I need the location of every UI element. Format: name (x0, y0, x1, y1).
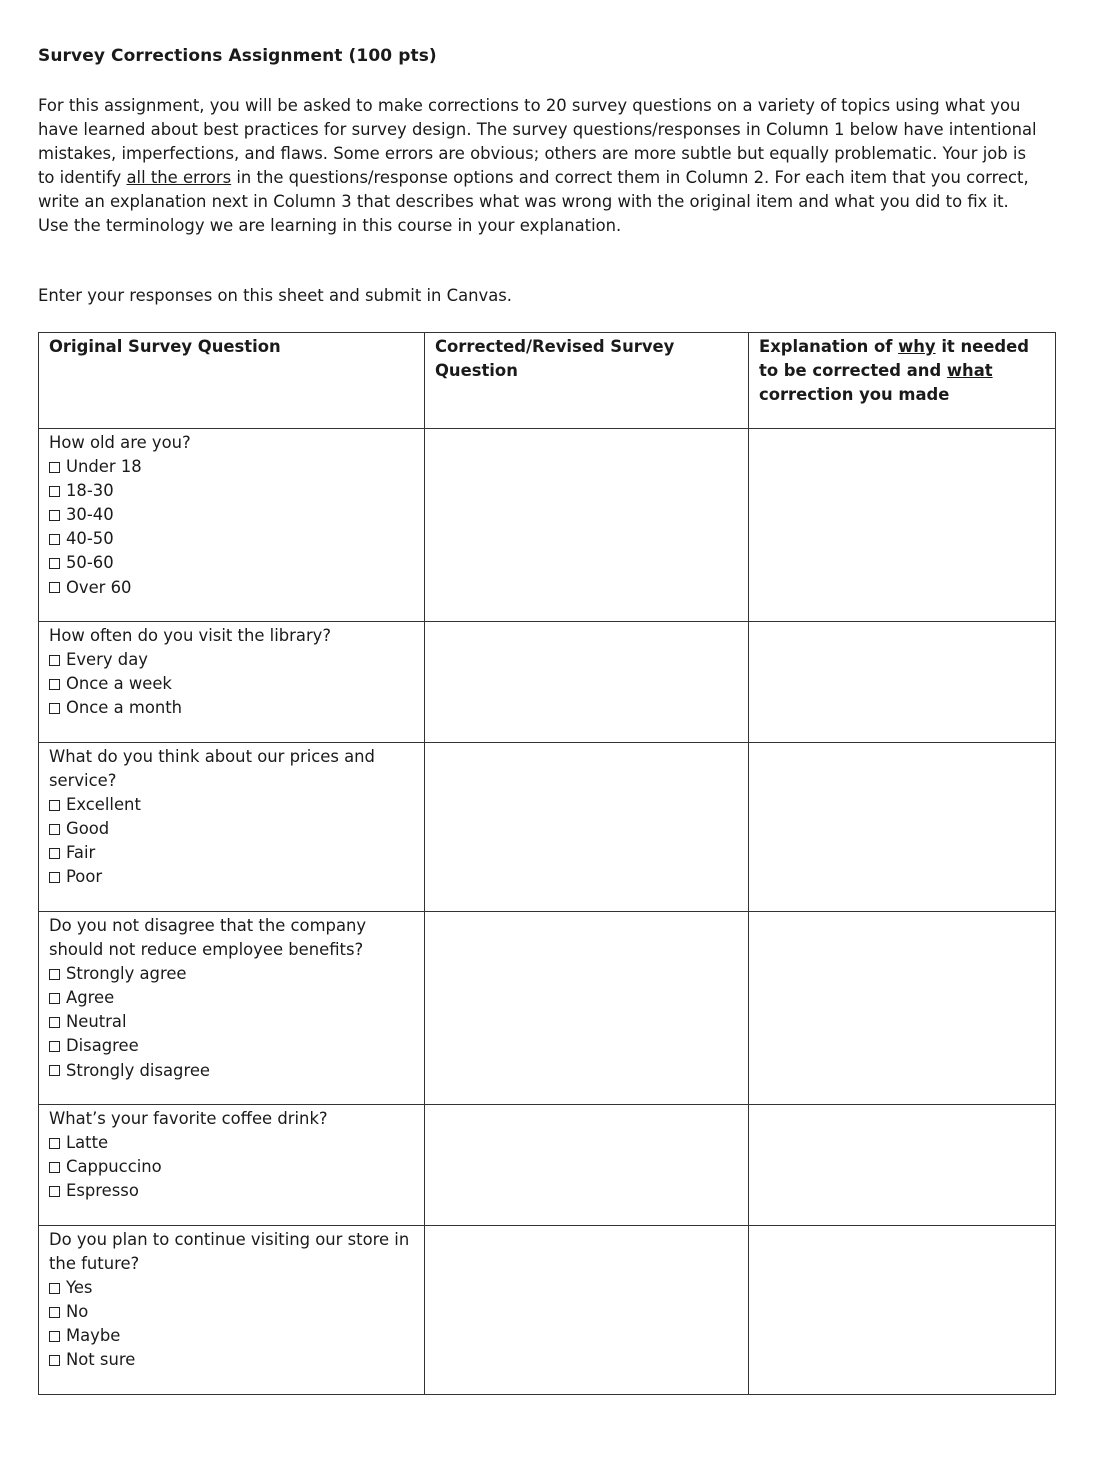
response-option (49, 455, 414, 479)
option-label: Under 18 (66, 457, 142, 477)
response-option (49, 1034, 414, 1058)
option-label: Strongly disagree (66, 1060, 210, 1080)
original-question-cell (39, 622, 425, 743)
checkbox-icon (49, 1041, 60, 1052)
corrected-question-cell[interactable] (425, 622, 749, 743)
checkbox-icon (49, 872, 60, 883)
checkbox-icon (49, 800, 60, 811)
option-label: 50-60 (66, 553, 114, 573)
original-question-cell (39, 1105, 425, 1226)
option-label: Disagree (66, 1036, 139, 1056)
option-label: Once a month (66, 698, 183, 718)
response-option (49, 696, 414, 720)
checkbox-icon (49, 510, 60, 521)
option-label: Yes (66, 1278, 93, 1298)
checkbox-icon (49, 582, 60, 593)
response-option (49, 479, 414, 503)
explanation-cell[interactable] (749, 912, 1056, 1105)
option-label: Every day (66, 650, 148, 670)
corrections-table (38, 332, 1056, 1395)
explanation-cell[interactable] (749, 429, 1056, 622)
response-option (49, 986, 414, 1010)
response-option (49, 527, 414, 551)
explanation-cell[interactable] (749, 1226, 1056, 1395)
header-explanation-part-1: Explanation of (759, 337, 899, 356)
table-row (39, 1105, 1056, 1226)
table-row (39, 743, 1056, 912)
response-option (49, 1300, 414, 1324)
checkbox-icon (49, 534, 60, 545)
response-option (49, 865, 414, 889)
checkbox-icon (49, 558, 60, 569)
intro-underlined-text: all the errors (126, 167, 232, 187)
checkbox-icon (49, 655, 60, 666)
question-text: Do you not disagree that the company should not reduce employee benefits? (49, 916, 367, 960)
question-text: How old are you? (49, 433, 191, 452)
submission-instruction: Enter your responses on this sheet and submit in Canvas. (38, 286, 512, 305)
explanation-cell[interactable] (749, 1105, 1056, 1226)
response-option (49, 793, 414, 817)
checkbox-icon (49, 1065, 60, 1076)
header-explanation-part-3: correction you made (759, 385, 950, 405)
checkbox-icon (49, 993, 60, 1004)
option-label: Strongly agree (66, 964, 187, 984)
table-row (39, 622, 1056, 743)
option-label: Once a week (66, 674, 172, 694)
checkbox-icon (49, 486, 60, 497)
response-option (49, 817, 414, 841)
page-title: Survey Corrections Assignment (100 pts) (38, 46, 437, 66)
checkbox-icon (49, 969, 60, 980)
response-option (49, 551, 414, 575)
original-question-cell (39, 912, 425, 1105)
checkbox-icon (49, 1017, 60, 1028)
checkbox-icon (49, 462, 60, 473)
header-original-question: Original Survey Question (39, 333, 425, 429)
option-label: Cappuccino (66, 1157, 162, 1177)
checkbox-icon (49, 1283, 60, 1294)
explanation-cell[interactable] (749, 622, 1056, 743)
corrected-question-cell[interactable] (425, 1226, 749, 1395)
option-label: Neutral (66, 1012, 127, 1032)
table-row (39, 1226, 1056, 1395)
question-text: What’s your favorite coffee drink? (49, 1109, 328, 1128)
option-label: Maybe (66, 1326, 121, 1346)
corrected-question-cell[interactable] (425, 912, 749, 1105)
question-text: How often do you visit the library? (49, 626, 332, 645)
header-explanation (749, 333, 1056, 429)
checkbox-icon (49, 824, 60, 835)
corrected-question-cell[interactable] (425, 429, 749, 622)
checkbox-icon (49, 1162, 60, 1173)
checkbox-icon (49, 703, 60, 714)
checkbox-icon (49, 1355, 60, 1366)
response-option (49, 672, 414, 696)
option-label: Poor (66, 867, 103, 887)
response-option (49, 1059, 414, 1083)
option-label: Good (66, 819, 110, 839)
response-option (49, 1010, 414, 1034)
question-text: What do you think about our prices and service? (49, 747, 375, 791)
checkbox-icon (49, 1186, 60, 1197)
table-header-row (39, 333, 1056, 429)
response-option (49, 503, 414, 527)
response-option (49, 1131, 414, 1155)
original-question-cell (39, 429, 425, 622)
corrected-question-cell[interactable] (425, 743, 749, 912)
original-question-cell (39, 743, 425, 912)
response-option (49, 962, 414, 986)
option-label: Over 60 (66, 577, 132, 597)
option-label: Not sure (66, 1350, 136, 1370)
option-label: No (66, 1302, 89, 1322)
option-label: Fair (66, 843, 96, 863)
option-label: 18-30 (66, 481, 114, 501)
option-label: Excellent (66, 795, 141, 815)
response-option (49, 1179, 414, 1203)
original-question-cell (39, 1226, 425, 1395)
intro-text-before: For this assignment, you will be asked to make corrections to 20 survey questions on a variety of topics using what you have learned about best practices for survey design. The survey questions/responses in Column 1 below have intentional mistakes, imperfections, and flaws. Some errors are obvious; others are more subtle but equally problematic. Your job is to identify (38, 96, 1037, 187)
checkbox-icon (49, 848, 60, 859)
intro-paragraph (38, 94, 1038, 237)
response-option (49, 1348, 414, 1372)
header-explanation-why: why (898, 337, 936, 356)
header-explanation-what: what (946, 361, 993, 381)
checkbox-icon (49, 1138, 60, 1149)
corrected-question-cell[interactable] (425, 1105, 749, 1226)
response-option (49, 1276, 414, 1300)
table-row (39, 912, 1056, 1105)
explanation-cell[interactable] (749, 743, 1056, 912)
question-text: Do you plan to continue visiting our store in the future? (49, 1230, 410, 1274)
response-option (49, 648, 414, 672)
response-option (49, 1155, 414, 1179)
checkbox-icon (49, 679, 60, 690)
checkbox-icon (49, 1307, 60, 1318)
option-label: 30-40 (66, 505, 114, 525)
header-explanation-part-2: it needed to be corrected and (759, 337, 1029, 381)
option-label: Latte (66, 1133, 109, 1153)
header-corrected-question: Corrected/Revised Survey Question (425, 333, 749, 429)
response-option (49, 576, 414, 600)
response-option (49, 1324, 414, 1348)
option-label: Agree (66, 988, 115, 1008)
table-row (39, 429, 1056, 622)
intro-text-after: in the questions/response options and correct them in Column 2. For each item that you correct, write an explanation next in Column 3 that describes what was wrong with the original item and what you did to fix it. Use the terminology we are learning in this course in your explanation. (38, 167, 1029, 235)
response-option (49, 841, 414, 865)
option-label: 40-50 (66, 529, 114, 549)
option-label: Espresso (66, 1181, 139, 1201)
checkbox-icon (49, 1331, 60, 1342)
